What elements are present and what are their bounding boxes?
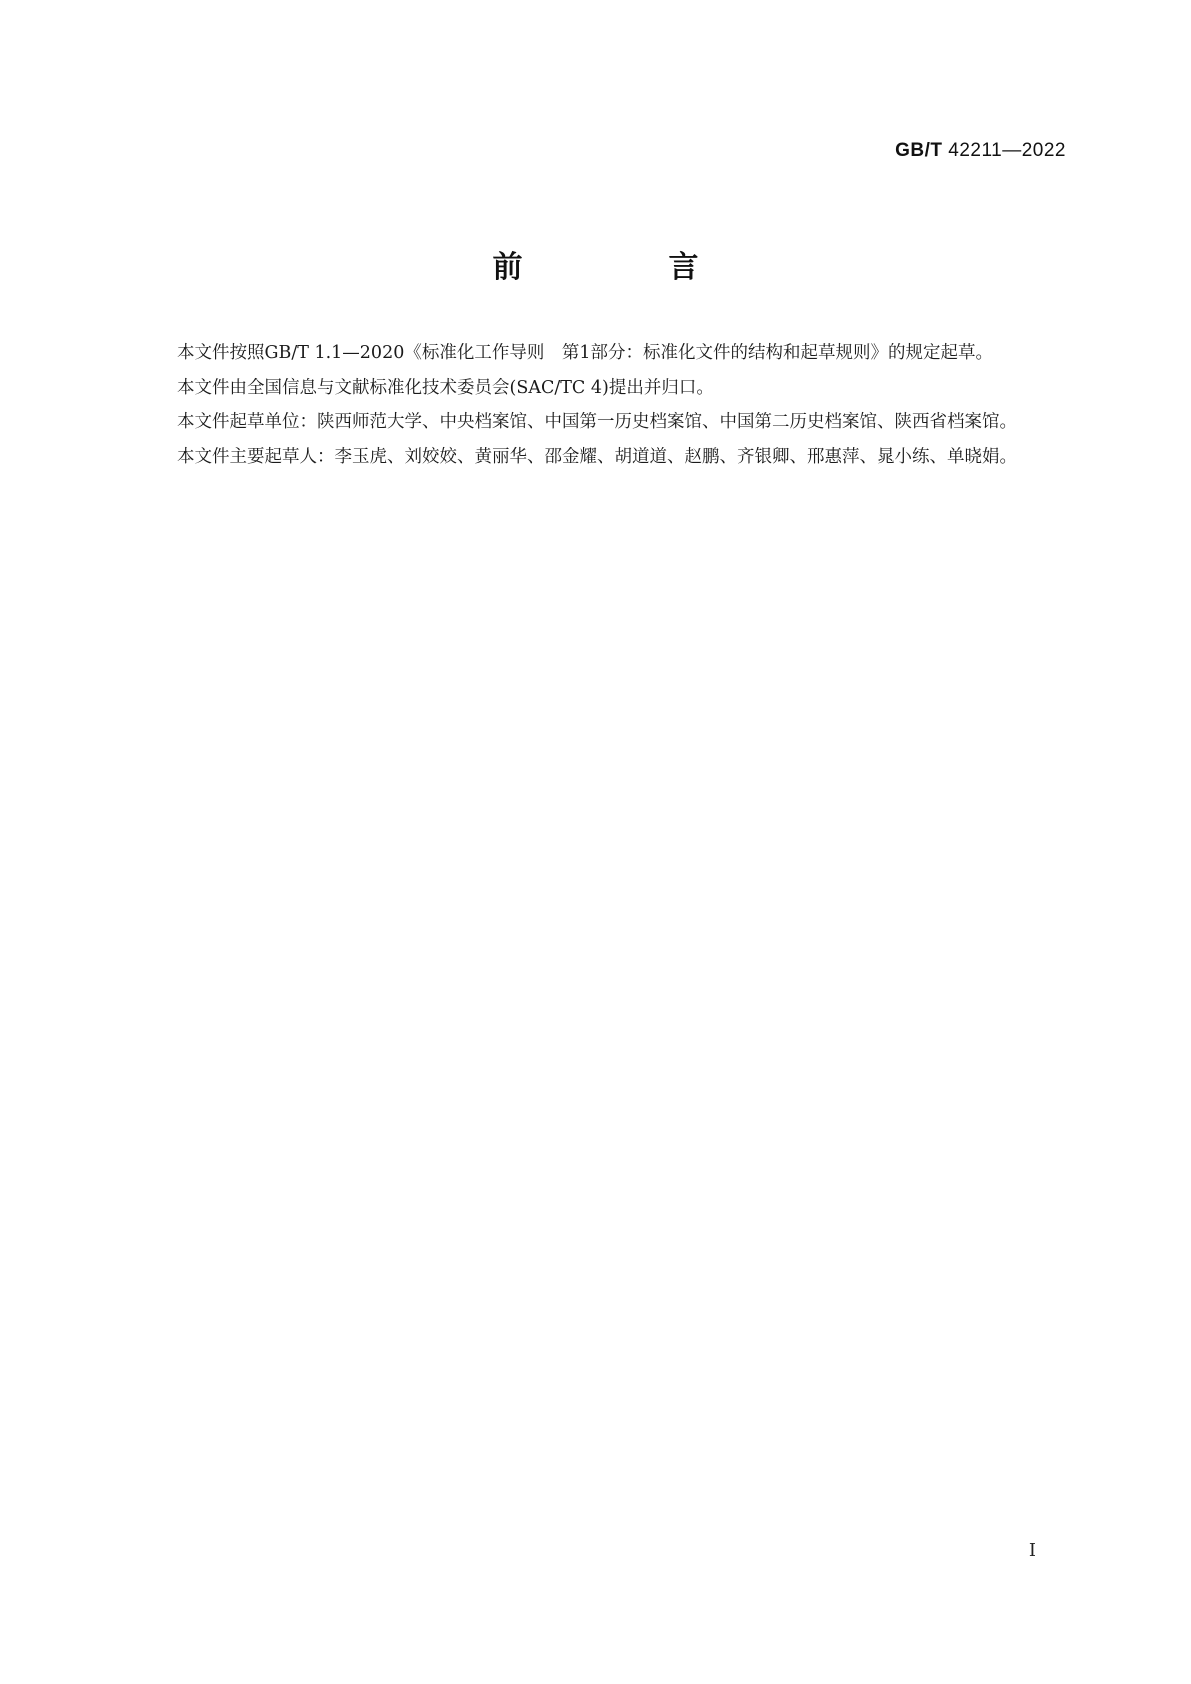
paragraph-drafting-rules: 本文件按照GB/T 1.1—2020《标准化工作导则 第1部分：标准化文件的结构和起草规则》的规定起草。 [177, 343, 993, 363]
page-title: 前 言 [492, 250, 757, 285]
standard-code: GB/T [895, 140, 943, 161]
standard-number: 42211—2022 [948, 140, 1066, 161]
paragraph-drafters: 本文件主要起草人：李玉虎、刘姣姣、黄丽华、邵金耀、胡道道、赵鹏、齐银卿、邢惠萍、晁小练、单晓娟。 [177, 446, 1017, 467]
paragraph-proposer: 本文件由全国信息与文献标准化技术委员会(SAC/TC 4)提出并归口。 [177, 377, 714, 398]
page-number: I [1028, 1540, 1036, 1561]
paragraph-drafting-units: 本文件起草单位：陕西师范大学、中央档案馆、中国第一历史档案馆、中国第二历史档案馆、陕西省档案馆。 [177, 412, 1017, 432]
foreword-body [142, 338, 1064, 476]
standard-number-header [895, 140, 1066, 162]
